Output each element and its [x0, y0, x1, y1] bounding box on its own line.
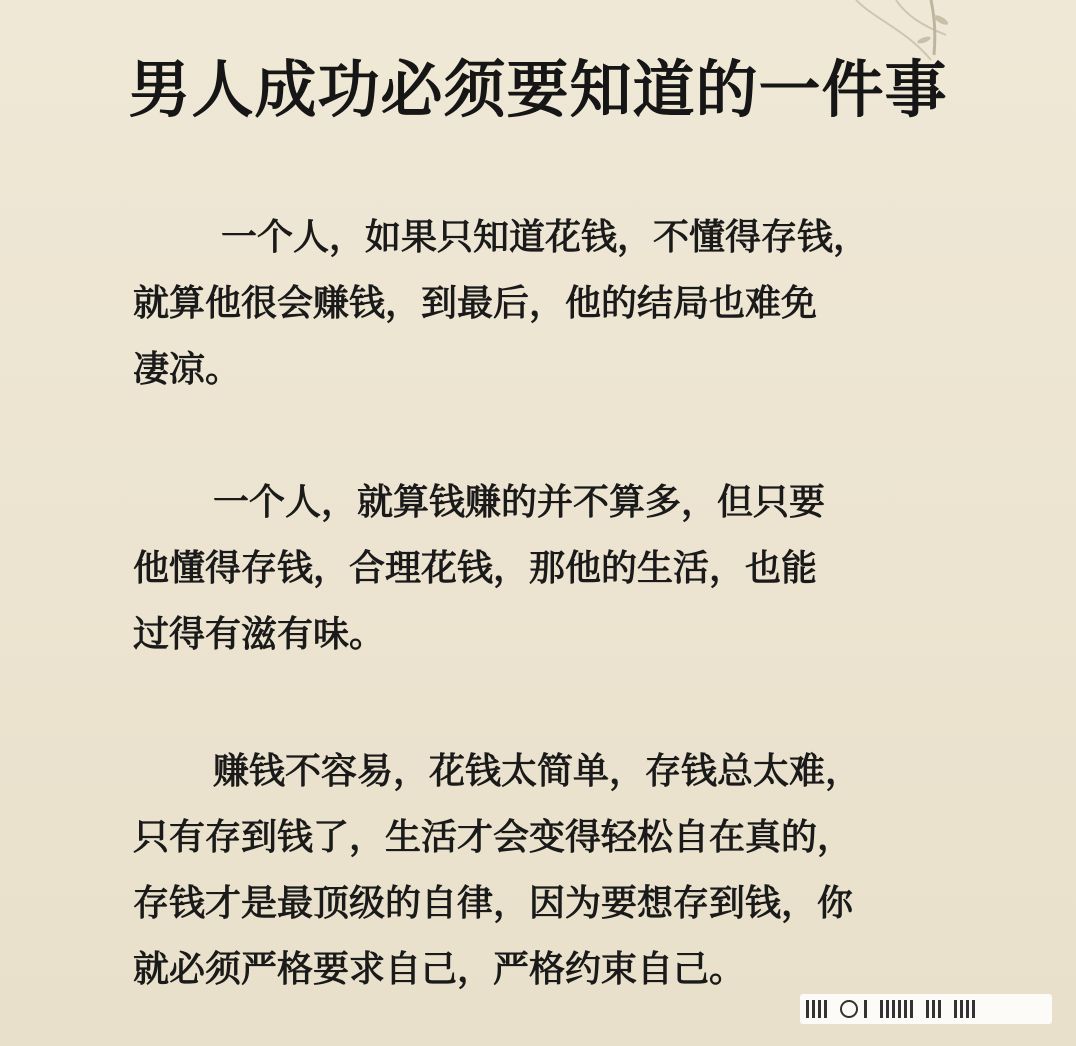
paragraph-2	[133, 470, 923, 668]
paragraph-line: 就算他很会赚钱，到最后，他的结局也难免	[133, 283, 818, 324]
page-title: 男人成功必须要知道的一件事	[128, 53, 948, 126]
paragraph-line: 他懂得存钱，合理花钱，那他的生活，也能	[133, 548, 818, 589]
paragraph-line: 只有存到钱了，生活才会变得轻松自在真的，	[133, 817, 854, 858]
watermark-logo-icon	[800, 994, 1052, 1024]
paragraph-line: 过得有滋有味。	[133, 614, 386, 655]
paragraph-1	[133, 205, 923, 403]
paragraph-line: 就必须严格要求自己，严格约束自己。	[133, 949, 746, 990]
paragraph-line: 凄凉。	[133, 349, 242, 390]
paragraph-3	[133, 739, 923, 1003]
paragraph-line: 一个人，就算钱赚的并不算多，但只要	[213, 482, 826, 523]
paragraph-line: 存钱才是最顶级的自律，因为要想存到钱，你	[133, 883, 854, 924]
paragraph-line: 一个人，如果只知道花钱，不懂得存钱，	[221, 217, 870, 258]
paragraph-line: 赚钱不容易，花钱太简单，存钱总太难，	[213, 751, 862, 792]
